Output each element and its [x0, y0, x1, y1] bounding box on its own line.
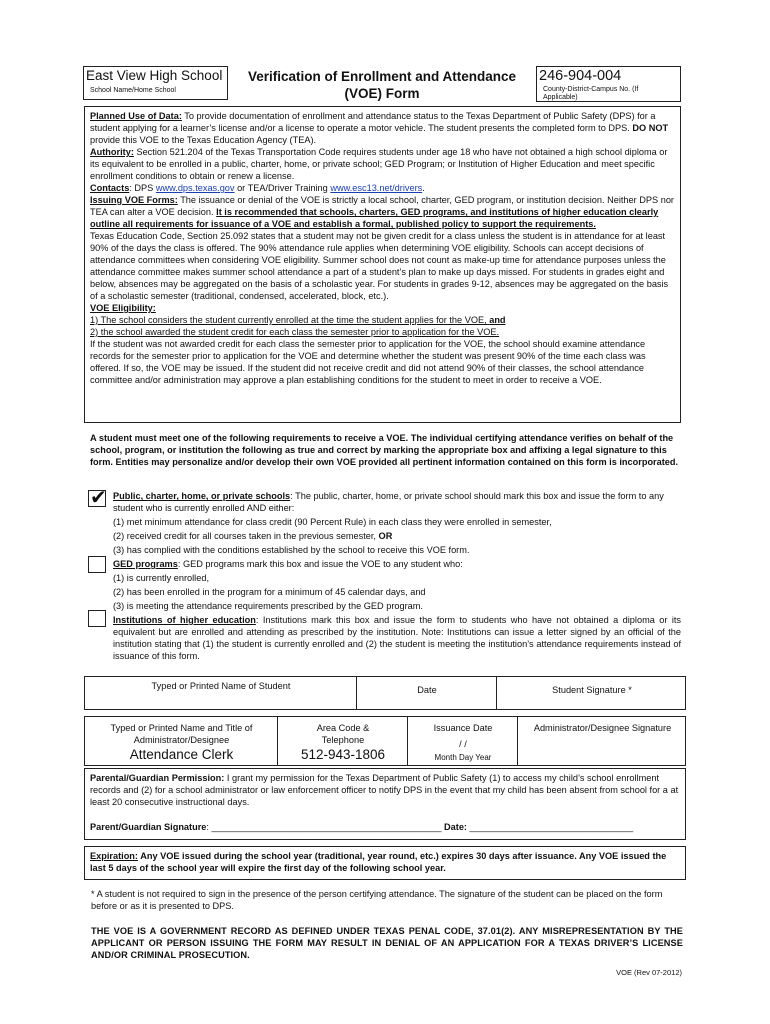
contacts-text: : DPS [129, 183, 156, 193]
planned-use-bold: DO NOT [632, 123, 669, 133]
parent-signature-line[interactable] [90, 821, 682, 833]
public-school-option [113, 490, 681, 556]
form-title-line2: (VOE) Form [344, 86, 420, 101]
ged-checkbox[interactable] [88, 556, 106, 573]
expiration-box [84, 846, 686, 880]
parent-date-label: Date: [444, 822, 467, 832]
legal-warning: THE VOE IS A GOVERNMENT RECORD AS DEFINED UNDER TEXAS PENAL CODE, 37.01(2). ANY MISREPRESENTATION BY THE APPLICANT OR PERSON ISSUING THE FORM MAY RESULT IN DENIAL OF AN APPLICATION FOR A TEXAS DRIVER’S LICENSE AND/OR CRIMINAL PROSECUTION. [91, 926, 683, 960]
parent-signature-field[interactable]: : _____________________________________________ [206, 822, 442, 832]
school-name[interactable]: East View High School [86, 68, 223, 83]
info-box [84, 106, 681, 423]
ged-item-1: (1) is currently enrolled, [113, 573, 209, 583]
issuing-heading: Issuing VOE Forms: [90, 195, 178, 205]
ged-item-3: (3) is meeting the attendance requirements prescribed by the GED program. [113, 601, 423, 611]
issuing [90, 194, 678, 230]
school-name-label: School Name/Home School [90, 87, 176, 94]
form-title-line1: Verification of Enrollment and Attendance [247, 69, 517, 84]
planned-use-heading: Planned Use of Data: [90, 111, 182, 121]
expiration-body: Any VOE issued during the school year (traditional, year round, etc.) expires 30 days after issuance. Any VOE issued the last 5 days of the school year will expire the first day of the following school year. [90, 851, 667, 873]
expiration-text [90, 850, 682, 874]
authority-text: Section 521.204 of the Texas Transportation Code requires students under age 18 who have not obtained a high school diploma or its equivalent to be enrolled in a public, charter, home, or private school; GED Program; or Institution of Higher Education and meet specific enrollment conditions to obtain or renew a license. [90, 147, 668, 181]
eligibility-heading [90, 302, 678, 314]
admin-name-value[interactable]: Attendance Clerk [129, 747, 234, 762]
planned-use-tail: provide this VOE to the Texas Education Agency (TEA). [90, 135, 317, 145]
form-title [232, 68, 532, 102]
admin-name-label: Typed or Printed Name and Title of Administrator/Designee [110, 723, 253, 745]
student-date-label: Date [417, 685, 437, 695]
ged-item-2: (2) has been enrolled in the program for a minimum of 45 calendar days, and [113, 587, 426, 597]
cdc-box [536, 66, 681, 102]
higher-ed-heading: Institutions of higher education [113, 615, 256, 625]
admin-phone-value[interactable]: 512-943-1806 [300, 747, 386, 762]
issuing-bold: It is recommended that schools, charters, GED programs, and institutions of higher education clearly outline all requirements for issuance of a VOE and establish a formal, published policy to support the requirements. [90, 207, 659, 229]
school-name-box [83, 66, 228, 100]
public-item-3: (3) has complied with the conditions established by the school to receive this VOE form. [113, 545, 470, 555]
issuance-date-format: Month Day Year [434, 753, 492, 762]
esc13-link[interactable]: www.esc13.net/drivers [330, 183, 423, 193]
public-school-heading: Public, charter, home, or private schools [113, 491, 291, 501]
eligibility-heading-text: VOE Eligibility: [90, 303, 156, 313]
higher-ed-text: : Institutions mark this box and issue the form to students who have not obtained a diploma or its equivalent but are enrolled and attending as prescribed by the institution. Note: Institutions can issue a letter signed by an official of the institution stating that (1) the student is currently enrolled and (2) the student is meeting the institution’s attendance requirements instead of issuance of this form. [113, 615, 682, 661]
contacts-text-3: . [422, 183, 425, 193]
student-name-label: Typed or Printed Name of Student [151, 681, 291, 691]
eligibility-2-text: 2) the school awarded the student credit for each class the semester prior to application for the VOE. [90, 327, 500, 337]
higher-ed-desc [113, 614, 681, 662]
issuance-date-cell[interactable] [408, 717, 518, 765]
higher-ed-checkbox[interactable] [88, 610, 106, 627]
eligibility-1 [90, 314, 678, 326]
eligibility-2 [90, 326, 678, 338]
student-signature-label: Student Signature * [552, 685, 632, 695]
parent-permission-heading: Parental/Guardian Permission: [90, 773, 225, 783]
admin-name-cell[interactable] [85, 717, 278, 765]
public-item-2 [113, 530, 681, 542]
issuance-date-value[interactable]: / / [459, 739, 467, 749]
expiration-heading: Expiration: [90, 851, 138, 861]
admin-phone-cell[interactable] [278, 717, 408, 765]
parent-date-field[interactable]: ________________________________ [467, 822, 634, 832]
eligibility-1-and: and [489, 315, 506, 325]
eligibility-1-text: 1) The school considers the student currently enrolled at the time the student applies for the VOE, [90, 315, 490, 325]
student-row [84, 676, 686, 710]
parent-permission-body: I grant my permission for the Texas Department of Public Safety (1) to access my child’s school enrollment records and (2) for a school administrator or law enforcement officer to notify DPS in the event that my child has been absent from school for a at least 20 consecutive instructional days. [90, 773, 679, 807]
checkmark-icon: ✔ [90, 485, 107, 509]
form-revision: VOE (Rev 07-2012) [616, 968, 682, 977]
issuing-text: The issuance or denial of the VOE is strictly a local school, charter, GED program, or institution decision. Neither DPS nor TEA can alter a VOE decision. [90, 195, 674, 217]
authority-heading: Authority: [90, 147, 134, 157]
tec-text: Texas Education Code, Section 25.092 states that a student may not be given credit for a class unless the student is in attendance for at least 90% of the days the class is offered. The 90% attendance rule applies when determining VOE eligibility. Schools can accept decisions of attendance committees when considering VOE eligibility. Summer school does not count as make-up time for attendance purposes unless the attendance committee makes summer school attendance a part of a student’s plan to make up days missed. For students in grades eight and below, absences may be aggregated on the basis of a scholastic year. For students in grades 9-12, absences may be aggregated on the basis of a scholastic semester (traditional, condensed, accelerated, block, etc.). [90, 231, 669, 301]
cdc-label: County-District-Campus No. (If Applicable) [543, 86, 639, 101]
public-school-desc [113, 490, 681, 514]
issuance-date-label: Issuance Date [433, 723, 493, 733]
footnote: * A student is not required to sign in the presence of the person certifying attendance. The signature of the student can be placed on the form before or as it is presented to DPS. [91, 889, 663, 911]
student-name-cell[interactable] [85, 677, 357, 709]
public-school-text: : The public, charter, home, or private school should mark this box and issue the form to any student who is currently enrolled AND either: [113, 491, 664, 513]
planned-use [90, 110, 678, 146]
public-item-1: (1) met minimum attendance for class credit (90 Percent Rule) in each class they were enrolled in semester, [113, 517, 552, 527]
public-item-2-or: OR [378, 531, 393, 541]
eligibility-text: If the student was not awarded credit for each class the semester prior to application for the VOE, the school should examine attendance records for the semester prior to application for the VOE and determine whether the student was present 90% of the time each class was offered. If so, the VOE may be issued. If the student did not receive credit and did not attend 90% of their classes, the school attendance committee and/or administration may approve a plan establishing conditions for the student to meet in order to receive a VOE. [90, 339, 646, 385]
parent-signature-label: Parent/Guardian Signature [90, 822, 207, 832]
parent-permission-box [84, 768, 686, 840]
requirement-intro: A student must meet one of the following requirements to receive a VOE. The individual certifying attendance verifies on behalf of the school, program, or institution the following as true and correct by marking the appropriate box and affixing a legal signature to this form. Entities may personalize and/or develop their own VOE provided all pertinent information contained on this form is incorporated. [90, 433, 679, 467]
public-item-2-text: (2) received credit for all courses taken in the previous semester, [113, 531, 379, 541]
admin-signature-cell[interactable] [518, 717, 687, 765]
parent-permission-text [90, 772, 682, 808]
admin-phone-label: Area Code & Telephone [316, 723, 370, 745]
dps-link[interactable]: www.dps.texas.gov [155, 183, 235, 193]
student-signature-cell[interactable] [497, 677, 687, 709]
contacts [90, 182, 678, 194]
higher-ed-option [113, 614, 681, 662]
info-text [90, 110, 678, 386]
ged-heading: GED programs [113, 559, 178, 569]
ged-text: : GED programs mark this box and issue the VOE to any student who: [177, 559, 463, 569]
contacts-heading: Contacts [90, 183, 130, 193]
contacts-text-2: or TEA/Driver Training [234, 183, 331, 193]
ged-option [113, 558, 681, 612]
ged-desc [113, 558, 681, 570]
planned-use-text: To provide documentation of enrollment and attendance status to the Texas Department of Public Safety (DPS) for a student applying for a learner’s license and/or a license to operate a motor vehicle. The student presents the completed form to DPS. [90, 111, 656, 133]
admin-signature-label: Administrator/Designee Signature [533, 723, 672, 733]
cdc-number[interactable]: 246-904-004 [539, 68, 622, 84]
authority [90, 146, 678, 182]
public-school-checkbox[interactable] [88, 485, 107, 509]
student-date-cell[interactable] [357, 677, 497, 709]
admin-row [84, 716, 686, 766]
